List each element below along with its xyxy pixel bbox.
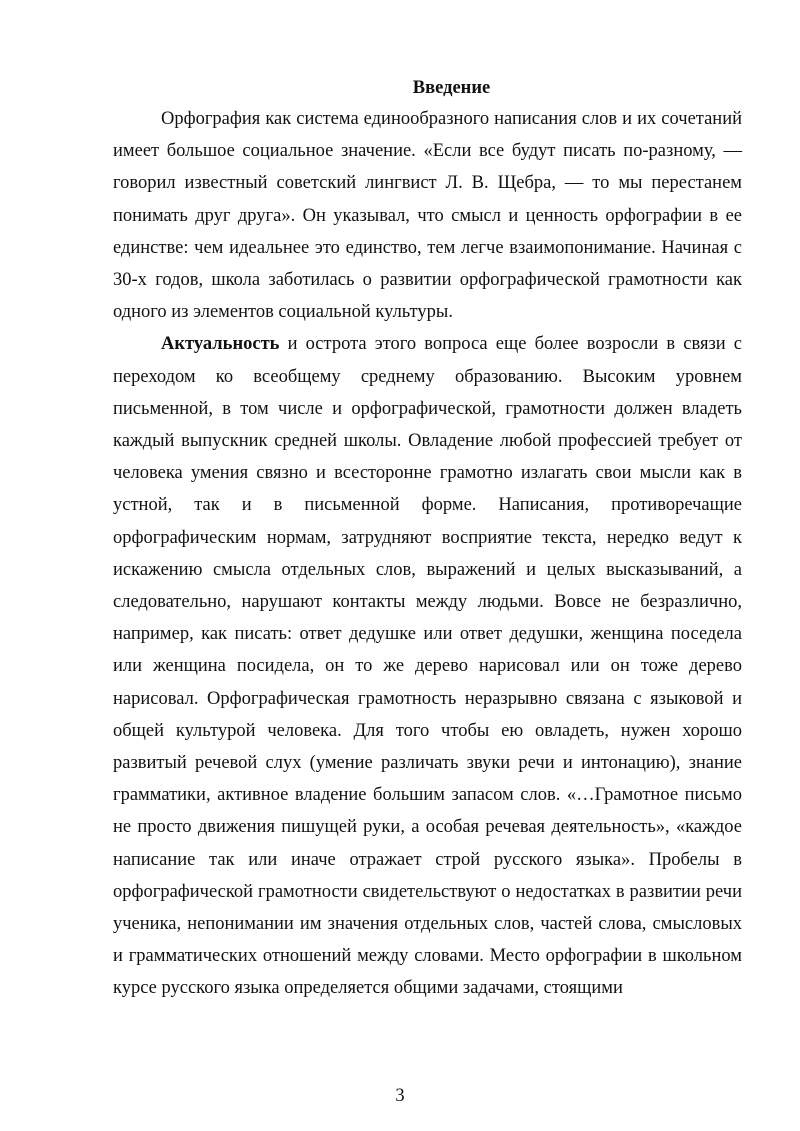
relevance-heading-word: Актуальность bbox=[161, 334, 280, 355]
page-content bbox=[113, 74, 742, 1005]
page-number: 3 bbox=[395, 1086, 405, 1106]
paragraph-relevance-text: и острота этого вопроса еще более возросли в связи с переходом ко всеобщему среднему образованию. Высоким уровнем письменной, в том числе и орфографической, грамотности должен владеть каждый выпускник средней школы. Овладение любой профессией требует от человека умения связно и всесторонне грамотно излагать свои мысли как в устной, так и в письменной форме. Написания, противоречащие орфографическим нормам, затрудняют восприятие текста, нередко ведут к искажению смысла отдельных слов, выражений и целых высказываний, а следовательно, нарушают контакты между людьми. Вовсе не безразлично, например, как писать: ответ дедушке или ответ дедушки, женщина поседела или женщина посидела, он то же дерево нарисовал или он тоже дерево нарисовал. Орфографическая грамотность неразрывно связана с языковой и общей культурой человека. Для того чтобы ею овладеть, нужен хорошо развитый речевой слух (умение различать звуки речи и интонацию), знание грамматики, активное владение большим запасом слов. «…Грамотное письмо не просто движения пишущей руки, а особая речевая деятельность», «каждое написание так или иначе отражает строй русского языка». Пробелы в орфографической грамотности свидетельствуют о недостатках в развитии речи ученика, непонимании им значения отдельных слов, частей слова, смысловых и грамматических отношений между словами. Место орфографии в школьном курсе русского языка определяется общими задачами, стоящими bbox=[113, 334, 742, 999]
section-title: Введение bbox=[412, 78, 491, 98]
paragraph-introduction bbox=[113, 103, 742, 328]
paragraph-introduction-text: Орфография как система единообразного написания слов и их сочетаний имеет большое социальное значение. «Если все будут писать по-разному, — говорил известный советский лингвист Л. В. Щебра, — то мы перестанем понимать друг друга». Он указывал, что смысл и ценность орфографии в ее единстве: чем идеальнее это единство, тем легче взаимопонимание. Начиная с 30-х годов, школа заботилась о развитии орфографической грамотности как одного из элементов социальной культуры. bbox=[113, 109, 742, 323]
paragraph-relevance bbox=[113, 328, 742, 1004]
